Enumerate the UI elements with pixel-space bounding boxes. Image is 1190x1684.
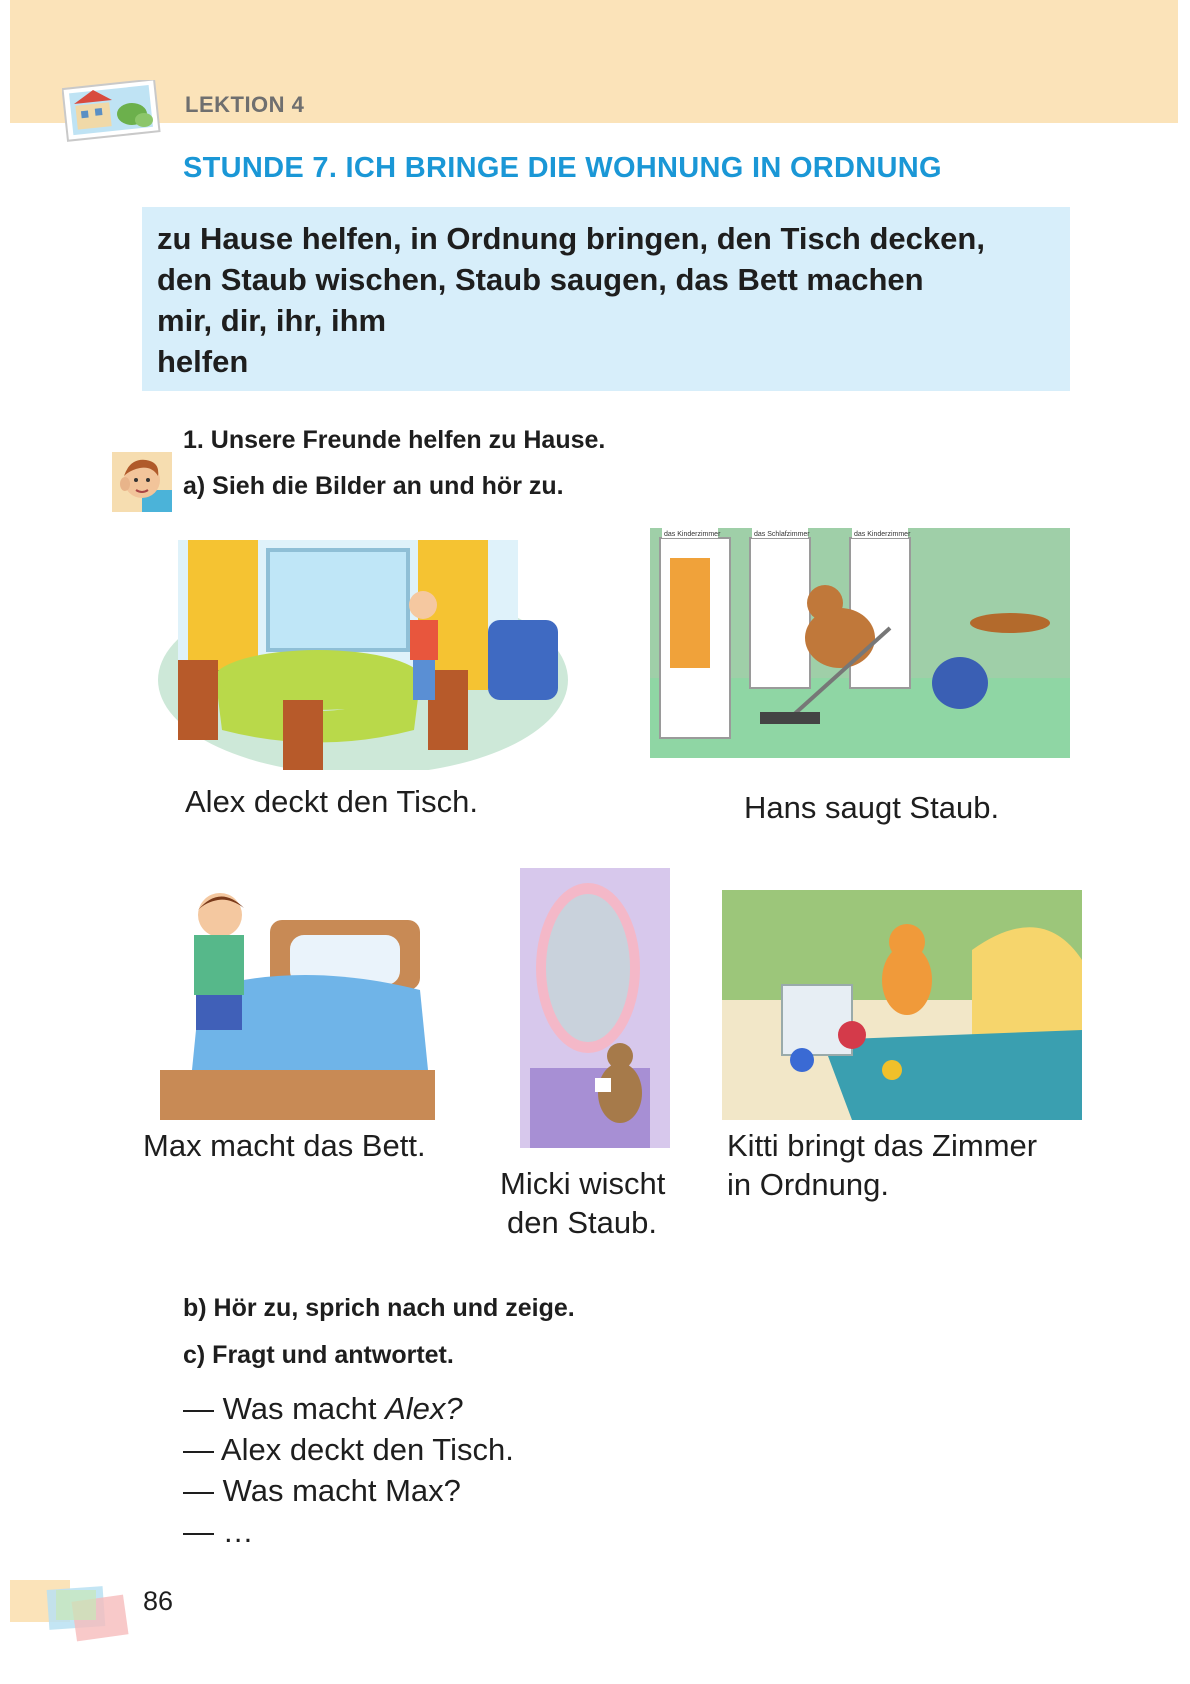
vocab-line: den Staub wischen, Staub saugen, das Bett machen	[157, 262, 924, 297]
micki-dusting-illustration	[520, 868, 670, 1148]
vocab-line: zu Hause helfen, in Ordnung bringen, den Tisch decken,	[157, 221, 985, 256]
door-label: das Kinderzimmer	[854, 531, 911, 538]
caption-kitti-1: Kitti bringt das Zimmer	[727, 1128, 1038, 1163]
task-c: c) Fragt und antwortet.	[183, 1341, 454, 1369]
corner-decoration	[10, 1580, 150, 1650]
caption-hans: Hans saugt Staub.	[744, 790, 1000, 825]
house-stamp-icon	[62, 80, 162, 142]
lektion-label: LEKTION 4	[185, 92, 305, 117]
caption-micki-2: den Staub.	[507, 1205, 657, 1240]
page-number: 86	[143, 1586, 174, 1616]
exercise-heading: 1. Unsere Freunde helfen zu Hause.	[183, 426, 606, 454]
caption-kitti-2: in Ordnung.	[727, 1167, 889, 1202]
listening-boy-icon	[112, 452, 172, 512]
caption-micki-1: Micki wischt	[500, 1166, 666, 1201]
dialog-question	[183, 1391, 463, 1427]
task-b: b) Hör zu, sprich nach und zeige.	[183, 1294, 575, 1322]
dialog-name: Alex?	[385, 1391, 463, 1426]
lesson-title: STUNDE 7. ICH BRINGE DIE WOHNUNG IN ORDNUNG	[183, 152, 942, 184]
dialog-ellipsis: — …	[183, 1514, 254, 1549]
vocab-line: helfen	[157, 344, 249, 379]
kitti-room-illustration	[722, 890, 1082, 1120]
alex-table-illustration	[158, 530, 568, 770]
caption-alex: Alex deckt den Tisch.	[185, 784, 478, 819]
door-label: das Kinderzimmer	[664, 531, 721, 538]
vocab-line: mir, dir, ihr, ihm	[157, 303, 387, 338]
caption-max: Max macht das Bett.	[143, 1128, 426, 1163]
dialog-question: — Was macht Max?	[183, 1473, 461, 1508]
door-label: das Schlafzimmer	[754, 531, 810, 538]
max-bed-illustration	[160, 880, 435, 1120]
hans-vacuum-illustration	[650, 528, 1070, 758]
dialog-answer: — Alex deckt den Tisch.	[183, 1432, 514, 1467]
task-a: a) Sieh die Bilder an und hör zu.	[183, 472, 564, 500]
dialog-prefix: — Was macht	[183, 1391, 386, 1426]
